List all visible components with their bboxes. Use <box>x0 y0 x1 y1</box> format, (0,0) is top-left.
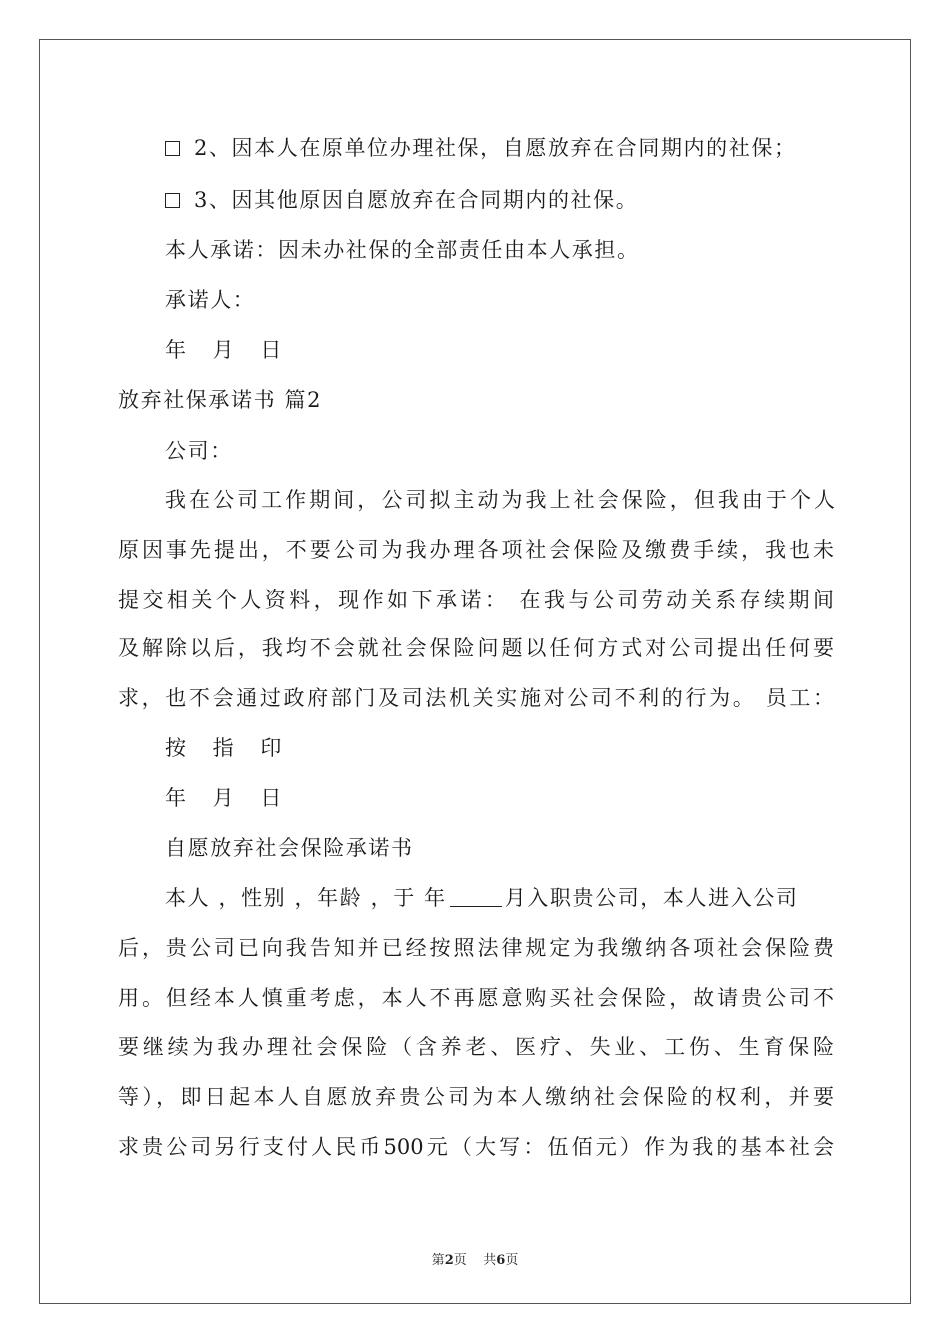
checkbox-item-2 <box>165 134 835 162</box>
paragraph-line <box>165 884 835 912</box>
paragraph-line: 要继续为我办理社会保险（含养老、医疗、失业、工伤、生育保险 <box>118 1035 834 1059</box>
paragraph-line: 用。但经本人慎重考虑，本人不再愿意购买社会保险，故请贵公司不 <box>118 986 834 1010</box>
page-border <box>39 39 911 1304</box>
paragraph-line: 求，也不会通过政府部门及司法机关实施对公司不利的行为。 员工： <box>118 686 834 710</box>
page-footer <box>0 1249 950 1268</box>
footer-mid: 页 共 <box>453 1253 497 1268</box>
promise-statement: 本人承诺：因未办社保的全部责任由本人承担。 <box>165 238 640 262</box>
checkbox-icon[interactable] <box>165 141 180 156</box>
fingerprint-label: 按 指 印 <box>165 736 292 760</box>
paragraph-line: 提交相关个人资料，现作如下承诺： 在我与公司劳动关系存续期间 <box>118 588 834 612</box>
checkbox-icon[interactable] <box>165 193 180 208</box>
footer-suffix: 页 <box>505 1253 519 1268</box>
paragraph-line: 等），即日起本人自愿放弃贵公司为本人缴纳社会保险的权利，并要 <box>118 1085 834 1109</box>
paragraph-line: 求贵公司另行支付人民币500元（大写：伍佰元）作为我的基本社会 <box>118 1135 834 1159</box>
item-2-text: 2、因本人在原单位办理社保，自愿放弃在合同期内的社保； <box>194 136 797 160</box>
paragraph-line: 及解除以后，我均不会就社会保险问题以任何方式对公司提出任何要 <box>118 636 834 660</box>
paragraph-line: 原因事先提出，不要公司为我办理各项社会保险及缴费手续，我也未 <box>118 538 834 562</box>
company-salutation: 公司： <box>165 439 233 463</box>
paragraph-line: 后，贵公司已向我告知并已经按照法律规定为我缴纳各项社会保险费 <box>118 936 834 960</box>
page-number: 2 <box>444 1253 454 1268</box>
date-line: 年 月 日 <box>165 786 292 810</box>
fill-in-blank[interactable] <box>450 888 502 907</box>
paragraph-text: 本人 ，性别 ，年龄 ，于 年 <box>165 886 447 910</box>
total-pages: 6 <box>496 1253 506 1268</box>
section-title: 自愿放弃社会保险承诺书 <box>165 836 414 860</box>
section-title: 放弃社保承诺书 篇2 <box>118 388 323 412</box>
item-3-text: 3、因其他原因自愿放弃在合同期内的社保。 <box>194 188 639 212</box>
checkbox-item-3 <box>165 186 835 214</box>
promisor-label: 承诺人： <box>165 288 256 312</box>
paragraph-text: 月入职贵公司，本人进入公司 <box>504 886 799 910</box>
date-line: 年 月 日 <box>165 338 292 362</box>
paragraph-line: 我在公司工作期间，公司拟主动为我上社会保险，但我由于个人 <box>165 488 835 512</box>
footer-prefix: 第 <box>431 1253 445 1268</box>
